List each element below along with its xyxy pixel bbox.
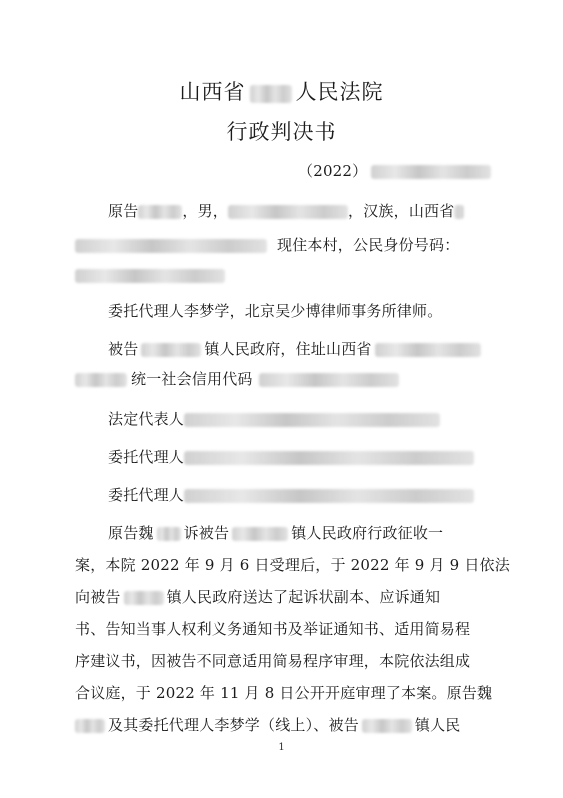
page-number: 1 bbox=[278, 742, 285, 753]
para-text: 向被告 bbox=[75, 588, 121, 606]
redacted-region bbox=[371, 165, 491, 179]
para-text: 及其委托代理人李梦学（线上）、被告 bbox=[108, 716, 359, 734]
agent-line: 委托代理人李梦学，北京吴少博律师事务所律师。 bbox=[108, 302, 443, 320]
defendant-address: 镇人民政府，住址山西省 bbox=[204, 340, 372, 358]
para-text: 原告魏 bbox=[108, 524, 154, 542]
redacted-region bbox=[250, 85, 292, 103]
para-line-3 bbox=[75, 587, 440, 607]
redacted-region bbox=[375, 343, 481, 357]
plaintiff-ethnicity: ，汉族，山西省 bbox=[348, 202, 455, 220]
plaintiff-line-2 bbox=[75, 235, 459, 255]
para-line-6: 合议庭，于 2022 年 11 月 8 日公开开庭审理了本案。原告魏 bbox=[75, 684, 493, 702]
para-text: 镇人民政府行政征收一 bbox=[291, 524, 444, 542]
court-prefix: 山西省 bbox=[179, 80, 246, 104]
para-line-5: 序建议书，因被告不同意适用简易程序审理，本院依法组成 bbox=[75, 652, 471, 670]
redacted-region bbox=[184, 489, 474, 503]
redacted-region bbox=[138, 205, 182, 219]
para-line-7 bbox=[75, 715, 461, 735]
redacted-region bbox=[362, 719, 412, 733]
para-line-2: 案，本院 2022 年 9 月 6 日受理后，于 2022 年 9 月 9 日依法 bbox=[75, 556, 510, 574]
plaintiff-line-3 bbox=[75, 265, 225, 285]
defendant-line-1 bbox=[108, 339, 481, 359]
redacted-region bbox=[454, 205, 464, 219]
case-number bbox=[298, 161, 491, 181]
case-number-prefix: （2022） bbox=[298, 162, 368, 180]
para-line-1 bbox=[108, 523, 443, 543]
court-name bbox=[0, 78, 563, 106]
plaintiff-residence: 现住本村，公民身份号码： bbox=[277, 236, 460, 254]
redacted-region bbox=[141, 343, 201, 357]
redacted-region bbox=[259, 373, 399, 387]
redacted-region bbox=[232, 527, 288, 541]
redacted-region bbox=[228, 205, 348, 219]
defendant-label: 被告 bbox=[108, 340, 139, 358]
agent-line-2 bbox=[108, 447, 474, 467]
legal-representative-line bbox=[108, 409, 440, 429]
redacted-region bbox=[75, 239, 267, 253]
redacted-region bbox=[184, 413, 440, 427]
redacted-region bbox=[124, 591, 164, 605]
para-text: 诉被告 bbox=[183, 524, 230, 542]
plaintiff-gender: ，男， bbox=[182, 202, 229, 220]
para-line-4: 书、告知当事人权利义务通知书及举证通知书、适用简易程 bbox=[75, 620, 471, 638]
redacted-region bbox=[75, 269, 225, 283]
redacted-region bbox=[157, 527, 181, 541]
defendant-credit-code: 统一社会信用代码 bbox=[131, 370, 253, 388]
agent-label: 委托代理人 bbox=[108, 448, 185, 466]
plaintiff-label: 原告 bbox=[108, 202, 139, 220]
document-title: 行政判决书 bbox=[226, 120, 337, 144]
para-text: 镇人民政府送达了起诉状副本、应诉通知 bbox=[166, 588, 441, 606]
agent-label: 委托代理人 bbox=[108, 486, 185, 504]
legal-representative-label: 法定代表人 bbox=[108, 410, 185, 428]
defendant-line-2 bbox=[75, 369, 399, 389]
redacted-region bbox=[184, 451, 474, 465]
redacted-region bbox=[75, 373, 127, 387]
redacted-region bbox=[75, 719, 105, 733]
court-suffix: 人民法院 bbox=[295, 80, 384, 104]
agent-line-3 bbox=[108, 485, 474, 505]
para-text: 镇人民 bbox=[414, 716, 461, 734]
plaintiff-line-1 bbox=[108, 201, 464, 221]
